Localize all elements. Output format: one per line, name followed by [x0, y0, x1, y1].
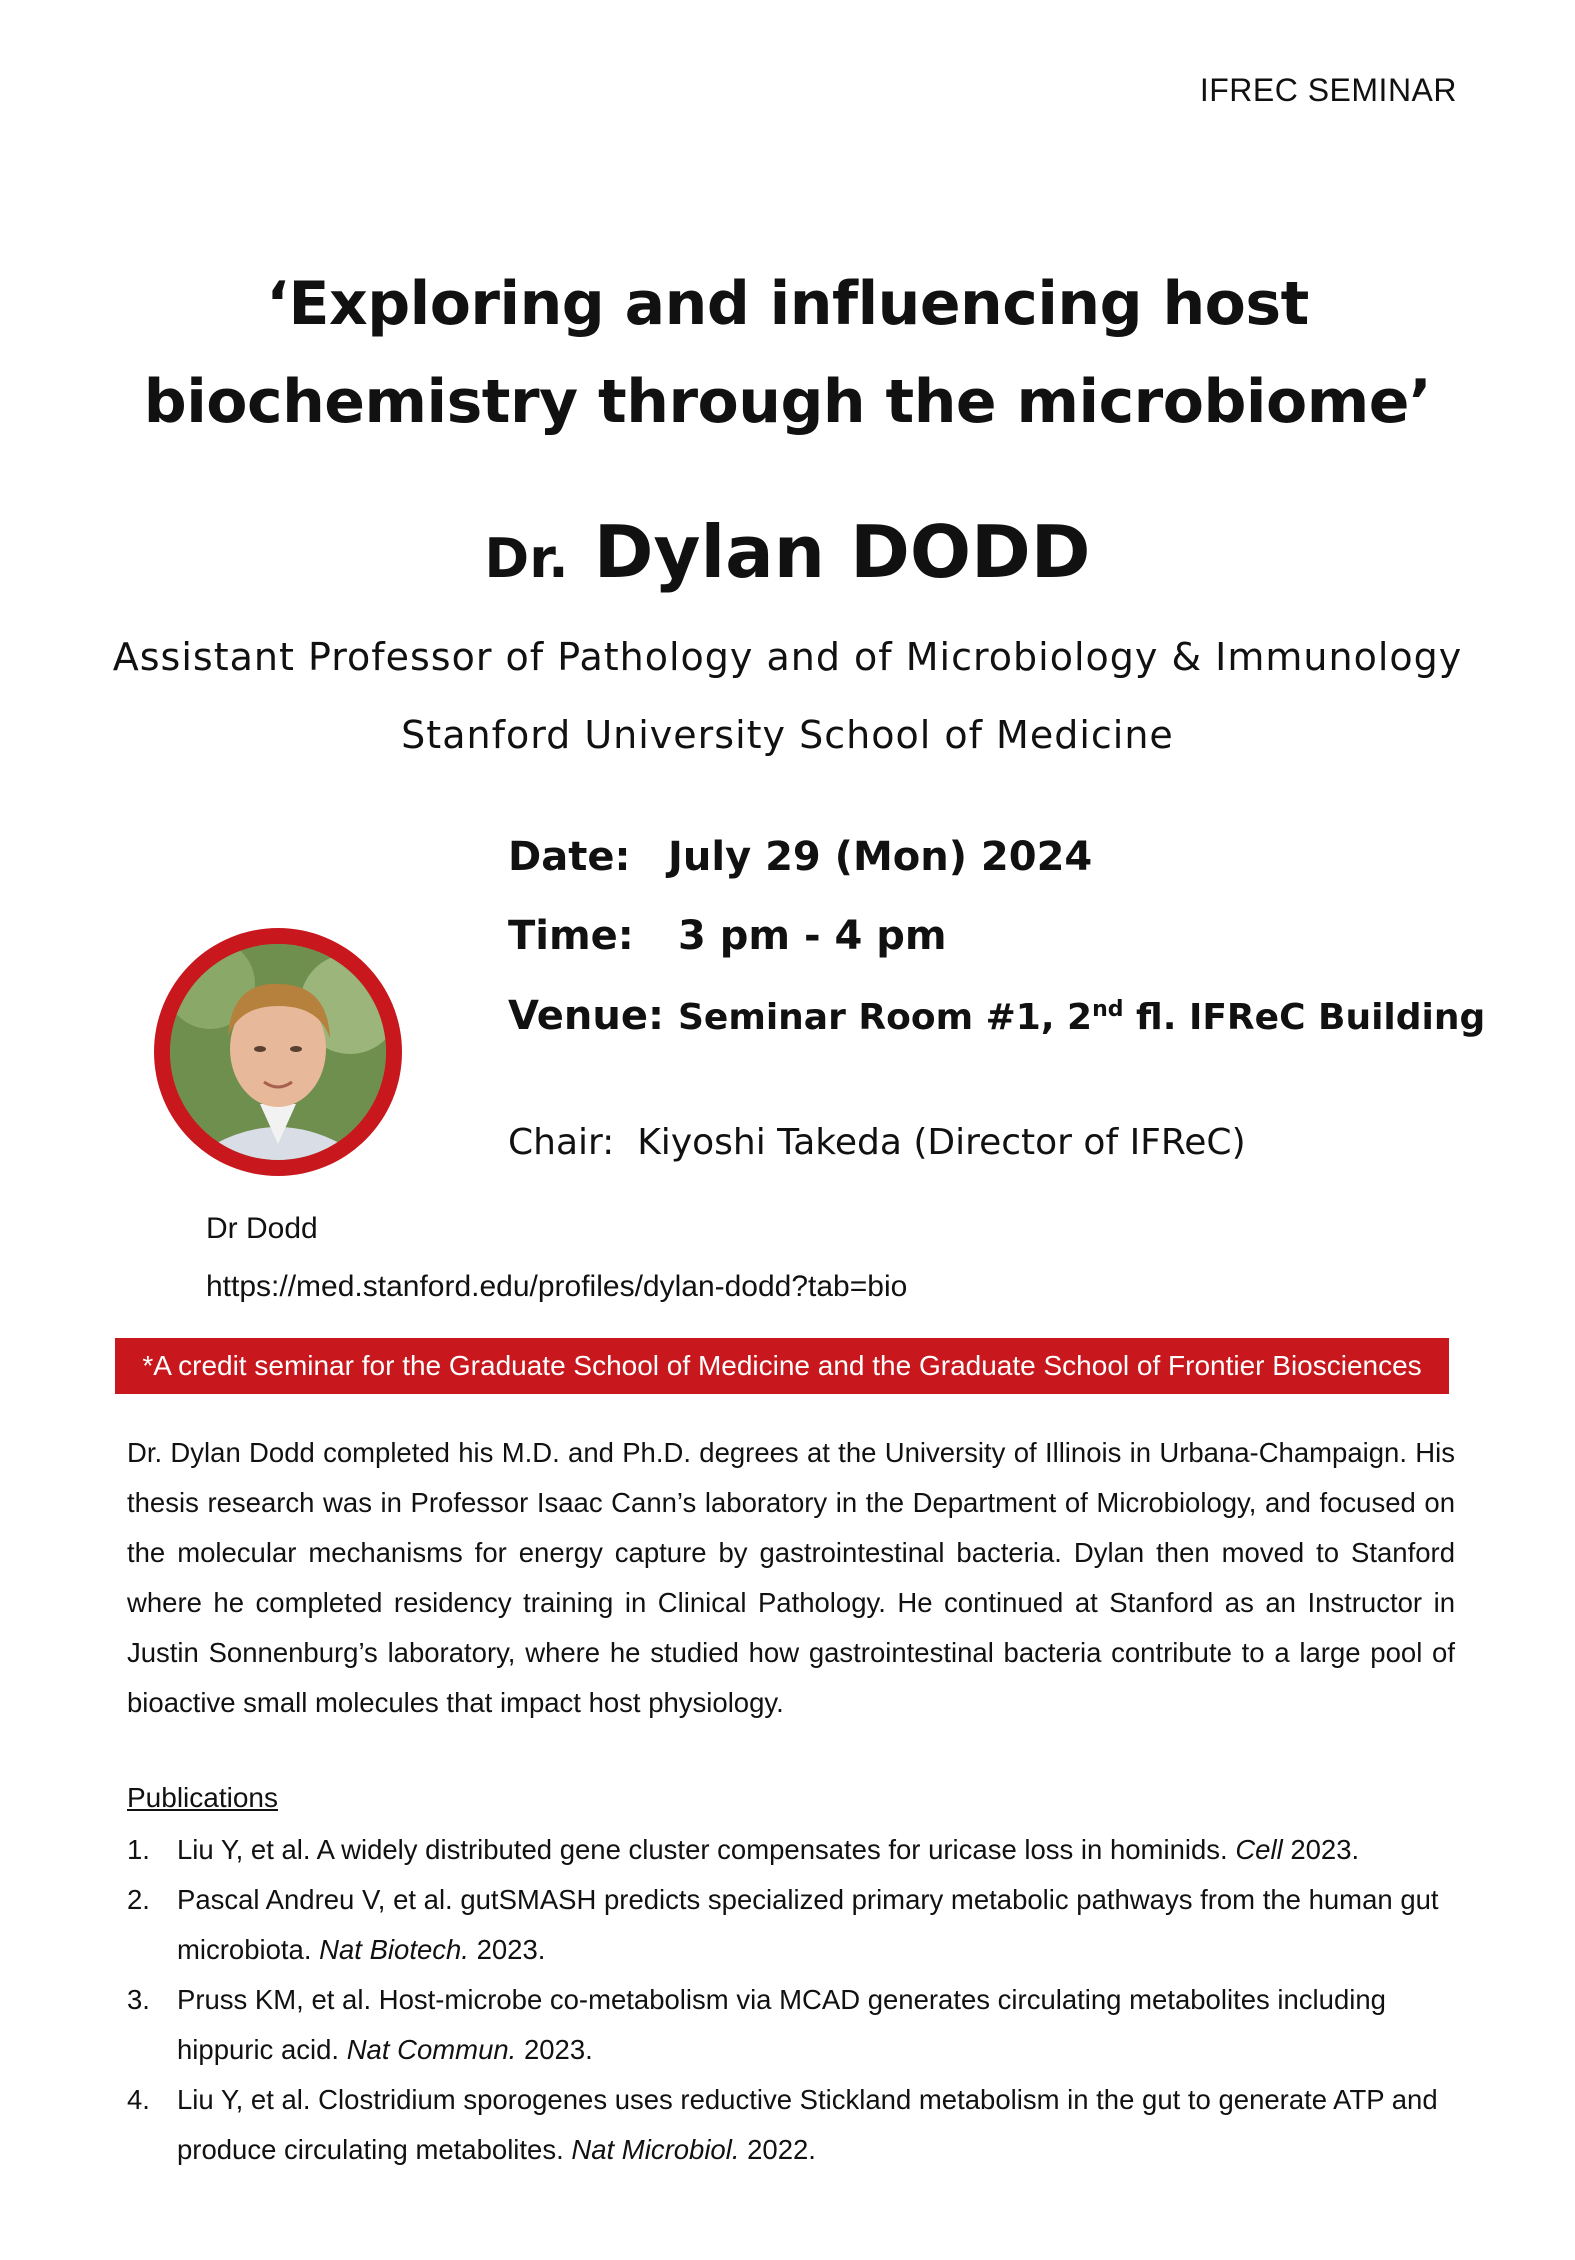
speaker-name — [0, 510, 1575, 594]
date-row — [508, 834, 1092, 880]
chair-label: Chair: — [508, 1122, 615, 1163]
venue-row — [508, 993, 1485, 1039]
chair-row — [508, 1122, 1246, 1163]
seminar-title-line-2: biochemistry through the microbiome’ — [143, 367, 1432, 437]
speaker-full-name: Dylan DODD — [593, 510, 1091, 594]
portrait-illustration — [170, 944, 386, 1160]
date-value: July 29 (Mon) 2024 — [668, 834, 1093, 880]
seminar-series-label: IFREC SEMINAR — [1199, 72, 1457, 108]
speaker-portrait-image — [170, 944, 386, 1160]
venue-label: Venue: — [508, 993, 664, 1039]
time-value: 3 pm - 4 pm — [678, 913, 947, 959]
credit-seminar-banner: *A credit seminar for the Graduate School of Medicine and the Graduate School of Frontier Biosciences — [115, 1338, 1449, 1394]
seminar-title-line-1: ‘Exploring and influencing host — [266, 269, 1309, 339]
publications-list — [127, 1825, 1457, 2175]
speaker-honorific: Dr. — [484, 527, 569, 590]
speaker-photo — [154, 928, 402, 1176]
seminar-title — [0, 255, 1575, 451]
chair-value: Kiyoshi Takeda (Director of IFReC) — [637, 1122, 1246, 1163]
publication-item: 1. Liu Y, et al. A widely distributed gene cluster compensates for uricase loss in hominids. Cell 2023. — [127, 1834, 1360, 1865]
publications-heading: Publications — [127, 1782, 278, 1813]
publication-item: 2. Pascal Andreu V, et al. gutSMASH predicts specialized primary metabolic pathways from the human gut microbiota. Nat Biotech. 2023. — [127, 1884, 1439, 1965]
time-row — [508, 913, 947, 959]
photo-caption: Dr Dodd — [206, 1212, 318, 1245]
publication-item: 3. Pruss KM, et al. Host-microbe co-metabolism via MCAD generates circulating metabolites including hippuric acid. Nat Commun. 2023. — [127, 1984, 1386, 2065]
date-label: Date: — [508, 834, 631, 880]
speaker-position: Assistant Professor of Pathology and of Microbiology & Immunology — [112, 635, 1463, 679]
venue-value: Seminar Room #1, 2nd fl. IFReC Building — [677, 997, 1486, 1038]
publication-item: 4. Liu Y, et al. Clostridium sporogenes uses reductive Stickland metabolism in the gut to generate ATP and produce circulating metabolites. Nat Microbiol. 2022. — [127, 2084, 1438, 2165]
time-label: Time: — [508, 913, 634, 959]
profile-link[interactable]: https://med.stanford.edu/profiles/dylan-dodd?tab=bio — [206, 1270, 908, 1303]
speaker-institution: Stanford University School of Medicine — [401, 713, 1174, 757]
speaker-biography: Dr. Dylan Dodd completed his M.D. and Ph.D. degrees at the University of Illinois in Urbana-Champaign. His thesis research was in Professor Isaac Cann’s laboratory in the Department of Microbiology, and focused on the molecular mechanisms for energy capture by gastrointestinal bacteria. Dylan then moved to Stanford where he completed residency training in Clinical Pathology. He continued at Stanford as an Instructor in Justin Sonnenburg’s laboratory, where he studied how gastrointestinal bacteria contribute to a large pool of bioactive small molecules that impact host physiology. — [127, 1437, 1455, 1718]
